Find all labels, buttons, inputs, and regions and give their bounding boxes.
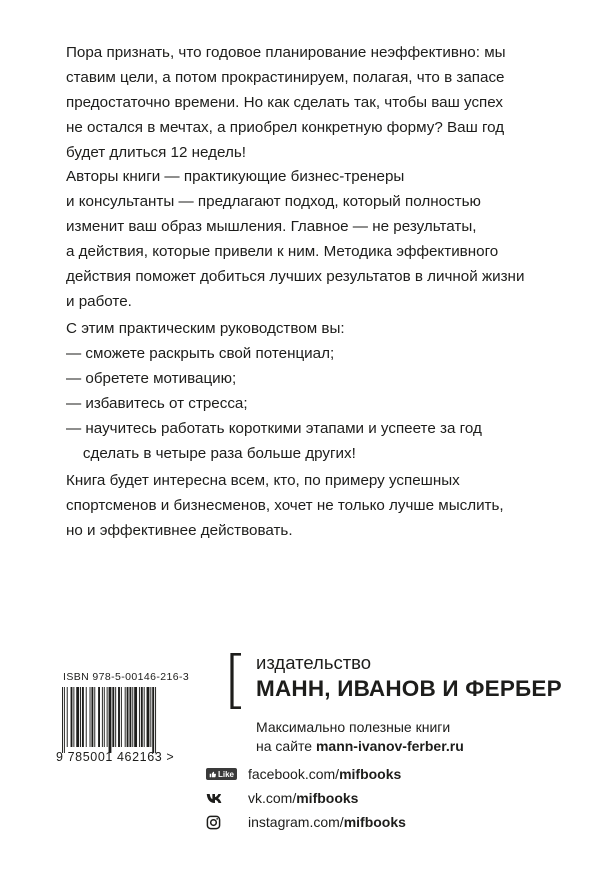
tagline-line-2 xyxy=(256,737,576,756)
publisher-subtitle: издательство xyxy=(256,652,372,673)
social-vk[interactable] xyxy=(206,788,358,808)
tagline-prefix: на сайте xyxy=(256,738,316,754)
social-instagram[interactable] xyxy=(206,812,406,832)
barcode-icon xyxy=(62,687,188,753)
vk-prefix: vk.com/ xyxy=(248,790,297,806)
publisher-tagline xyxy=(256,718,576,756)
like-badge-label: Like xyxy=(218,769,235,779)
instagram-icon xyxy=(206,815,248,830)
authors-text: Авторы книги — практикующие бизнес-тренеры и консультанты — предлагают подход, который полностью изменит ваш образ мышления. Главное — не результаты, а действия, которые привели к ним. Методика эффективного действия поможет добиться лучших результатов в личной жизни и работе. xyxy=(66,168,525,310)
barcode-digits: 9 785001 462163 > xyxy=(56,750,175,764)
benefits-lead: С этим практическим руководством вы: xyxy=(66,320,345,337)
isbn-label: ISBN 978-5-00146-216-3 xyxy=(63,671,190,683)
list-item: сделать в четыре раза больше других! xyxy=(66,445,356,462)
list-item: — сможете раскрыть свой потенциал; xyxy=(66,345,335,362)
publisher-name: МАНН, ИВАНОВ И ФЕРБЕР xyxy=(256,676,562,701)
instagram-prefix: instagram.com/ xyxy=(248,814,344,830)
list-item: — научитесь работать короткими этапами и успеете за год xyxy=(66,420,482,437)
closing-paragraph xyxy=(66,468,566,543)
tagline-line-1: Максимально полезные книги xyxy=(256,719,451,735)
vk-handle: mifbooks xyxy=(296,790,359,806)
facebook-prefix: facebook.com/ xyxy=(248,766,340,782)
closing-text: Книга будет интересна всем, кто, по примеру успешных спортсменов и бизнесменов, хочет не только лучше мыслить, но и эффективнее действовать. xyxy=(66,472,504,539)
benefits-list xyxy=(66,316,566,466)
intro-text: Пора признать, что годовое планирование неэффективно: мы ставим цели, а потом прокрастинируем, полагая, что в запасе предостаточно времени. Но как сделать так, чтобы ваш успех не остался в мечтах, а приобрел конкретную форму? Ваш год будет длиться 12 недель! xyxy=(66,44,506,161)
list-item: — обретете мотивацию; xyxy=(66,370,237,387)
list-item: — избавитесь от стресса; xyxy=(66,395,248,412)
facebook-handle: mifbooks xyxy=(339,766,402,782)
authors-paragraph xyxy=(66,164,566,314)
vk-icon xyxy=(206,793,248,804)
intro-paragraph xyxy=(66,40,566,165)
bracket-logo-icon xyxy=(230,653,242,709)
instagram-handle: mifbooks xyxy=(343,814,406,830)
facebook-like-icon xyxy=(206,768,248,780)
social-facebook[interactable] xyxy=(206,764,401,784)
site-link[interactable]: mann-ivanov-ferber.ru xyxy=(315,738,464,754)
